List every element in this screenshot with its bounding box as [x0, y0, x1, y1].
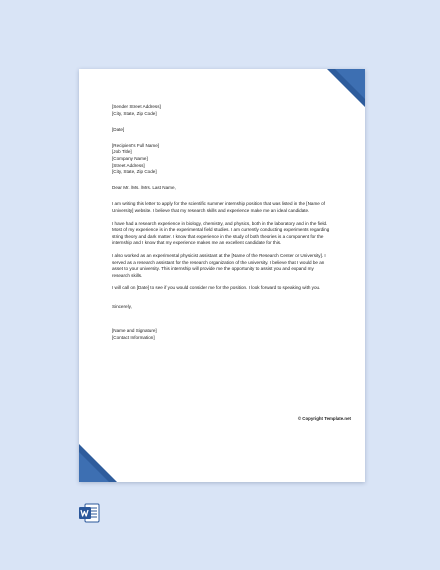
sender-city: [City, State, Zip Code]	[112, 110, 157, 116]
paragraph-1: I am writing this letter to apply for the scientific summer internship position that was listed in the [Name of University] website. I believe that my research skills and experience make me an ideal candidate.	[112, 201, 325, 213]
word-icon[interactable]	[78, 502, 100, 524]
letter-date: [Date]	[112, 126, 125, 132]
paragraph-4: I will call on [Date] to see if you would consider me for the position. I look forward to speaking with you.	[112, 285, 321, 291]
paragraph-2: I have had a research experience in biology, chemistry, and physics, both in the laboratory and in the field. Most of my experience is in the experimental field studies. I am currently conducting experiments regarding string theory and dark matter. I know that experience in the study of both theories is a component for the internship and I know that my experience makes me an excellent candidate for this.	[112, 220, 330, 246]
salutation: Dear Mr. /Ms. /Mrs. Last Name,	[112, 185, 176, 191]
recipient-city: [City, State, Zip Code]	[112, 169, 157, 175]
sender-street: [Sender Street Address]	[112, 104, 161, 109]
signature-contact: [Contact Information]	[112, 335, 155, 341]
recipient-company: [Company Name]	[112, 155, 148, 161]
recipient-name: [Recipient's Full Name]	[112, 142, 160, 148]
letter-document	[79, 69, 365, 482]
corner-shade-top-right	[335, 69, 365, 99]
copyright-notice: © Copyright Template.net	[297, 416, 351, 421]
corner-shade-bottom-left	[79, 452, 109, 482]
letter-body	[112, 104, 332, 342]
signature-name: [Name and Signature]	[112, 328, 157, 334]
recipient-job-title: [Job Title]	[112, 149, 132, 155]
closing: Sincerely,	[112, 303, 132, 309]
recipient-street: [Street Address]	[112, 162, 145, 168]
paragraph-3: I also worked as an experimental physicist assistant at the [Name of the Research Center or University]. I served as a research assistant for the research organization of the university. I believe that I would be an asset to your university. This internship will provide me the opportunity to assist you and expand my research skills.	[112, 252, 326, 278]
